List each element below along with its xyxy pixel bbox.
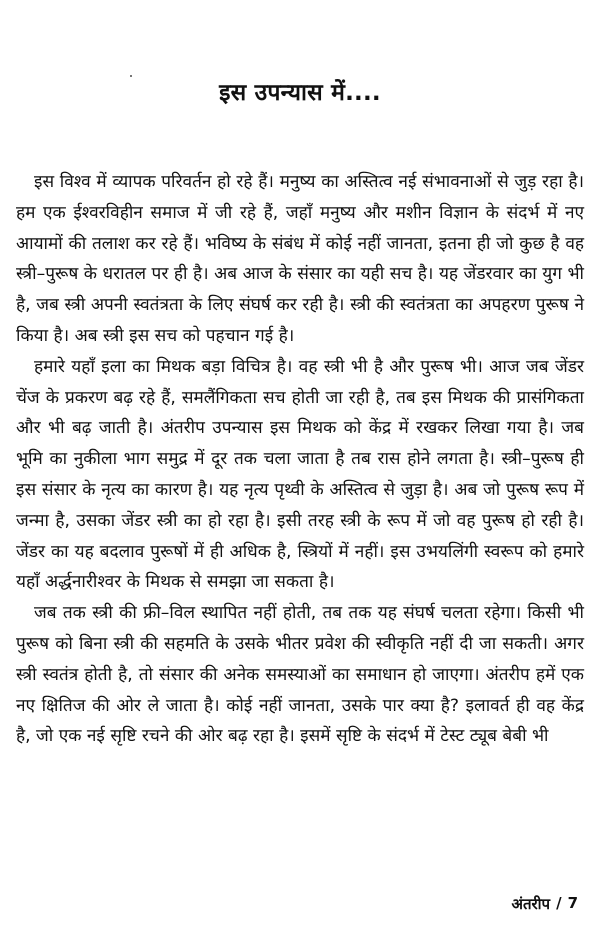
footer-separator: / [556,894,562,912]
page-number: 7 [567,894,578,912]
body-text [16,167,584,752]
paragraph-2: हमारे यहाँ इला का मिथक बड़ा विचित्र है। वह स्त्री भी है और पुरूष भी। आज जब जेंडर चेंज के प्रकरण बढ़ रहे हैं, समलैंगिकता सच होती जा रही है, तब इस मिथक की प्रासंगिकता और भी बढ़ जाती है। अंतरीप उपन्यास इस मिथक को केंद्र में रखकर लिखा गया है। जब भूमि का नुकीला भाग समुद्र में दूर तक चला जाता है तब रास होने लगता है। स्त्री–पुरूष ही इस संसार के नृत्य का कारण है। यह नृत्य पृथ्वी के अस्तित्व से जुड़ा है। अब जो पुरूष रूप में जन्मा है, उसका जेंडर स्त्री का हो रहा है। इसी तरह स्त्री के रूप में जो वह पुरूष हो रही है। जेंडर का यह बदलाव पुरूषों में ही अधिक है, स्त्रियों में नहीं। इस उभयलिंगी स्वरूप को हमारे यहाँ अर्द्धनारीश्वर के मिथक से समझा जा सकता है। [16,356,584,593]
paragraph-1: इस विश्व में व्यापक परिवर्तन हो रहे हैं। मनुष्य का अस्तित्व नई संभावनाओं से जुड़ रहा है। हम एक ईश्वरविहीन समाज में जी रहे हैं, जहाँ मनुष्य और मशीन विज्ञान के संदर्भ में नए आयामों की तलाश कर रहे हैं। भविष्य के संबंध में कोई नहीं जानता, इतना ही जो कुछ है वह स्त्री–पुरूष के धरातल पर ही है। अब आज के संसार का यही सच है। यह जेंडरवार का युग भी है, जब स्त्री अपनी स्वतंत्रता के लिए संघर्ष कर रही है। स्त्री की स्वतंत्रता का अपहरण पुरूष ने किया है। अब स्त्री इस सच को पहचान गई है। [16,172,584,346]
page-footer [512,894,578,914]
page-title: इस उपन्यास में.... [219,80,381,107]
paragraph-3: जब तक स्त्री की फ्री–विल स्थापित नहीं होती, तब तक यह संघर्ष चलता रहेगा। किसी भी पुरूष को बिना स्त्री की सहमति के उसके भीतर प्रवेश की स्वीकृति नहीं दी जा सकती। अगर स्त्री स्वतंत्र होती है, तो संसार की अनेक समस्याओं का समाधान हो जाएगा। अंतरीप हमें एक नए क्षितिज की ओर ले जाता है। कोई नहीं जानता, उसके पार क्या है? इलावर्त ही वह केंद्र है, जो एक नई सृष्टि रचने की ओर बढ़ रहा है। इसमें सृष्टि के संदर्भ में टेस्ट ट्यूब बेबी भी [16,603,584,747]
footer-book-title: अंतरीप [511,895,551,913]
